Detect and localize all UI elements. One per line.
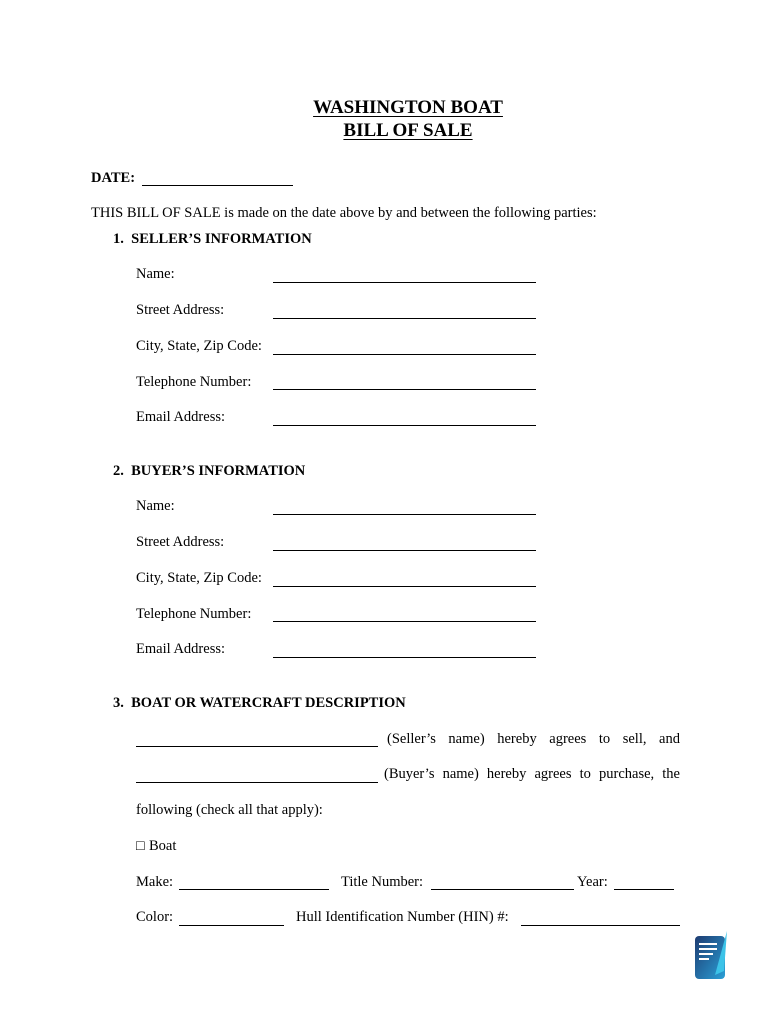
color-field[interactable] <box>179 925 284 926</box>
buyer-section-heading: 2. BUYER’S INFORMATION <box>113 463 306 479</box>
seller-street-label: Street Address: <box>136 302 225 318</box>
document-title-line2: BILL OF SALE <box>343 120 473 141</box>
title-number-field[interactable] <box>431 889 574 890</box>
seller-name-agreement-field[interactable] <box>136 746 378 747</box>
date-field[interactable] <box>142 185 293 186</box>
year-field[interactable] <box>614 889 674 890</box>
buyer-phone-label: Telephone Number: <box>136 606 252 622</box>
buyer-name-field[interactable] <box>273 514 536 515</box>
sell-agreement-text: (Seller’s name) hereby agrees to sell, and <box>387 731 680 747</box>
year-label: Year: <box>577 874 608 890</box>
document-title-line1: WASHINGTON BOAT <box>313 97 503 118</box>
boat-checkbox[interactable]: □ <box>136 838 145 854</box>
make-field[interactable] <box>179 889 329 890</box>
document-logo-icon <box>694 931 728 981</box>
buyer-city-label: City, State, Zip Code: <box>136 570 262 586</box>
seller-phone-field[interactable] <box>273 389 536 390</box>
seller-city-field[interactable] <box>273 354 536 355</box>
buyer-email-field[interactable] <box>273 657 536 658</box>
hin-label: Hull Identification Number (HIN) #: <box>296 909 509 925</box>
buyer-email-label: Email Address: <box>136 641 226 657</box>
buyer-city-field[interactable] <box>273 586 536 587</box>
purchase-agreement-text: (Buyer’s name) hereby agrees to purchase, the <box>384 766 680 782</box>
seller-email-field[interactable] <box>273 425 536 426</box>
seller-city-label: City, State, Zip Code: <box>136 338 262 354</box>
intro-text: THIS BILL OF SALE is made on the date above by and between the following parties: <box>91 205 597 221</box>
date-label: DATE: <box>91 170 136 186</box>
seller-name-field[interactable] <box>273 282 536 283</box>
color-label: Color: <box>136 909 174 925</box>
buyer-name-label: Name: <box>136 498 175 514</box>
seller-name-label: Name: <box>136 266 175 282</box>
title-number-label: Title Number: <box>341 874 424 890</box>
boat-section-heading: 3. BOAT OR WATERCRAFT DESCRIPTION <box>113 695 406 711</box>
seller-phone-label: Telephone Number: <box>136 374 252 390</box>
check-all-text: following (check all that apply): <box>136 802 323 818</box>
seller-email-label: Email Address: <box>136 409 226 425</box>
make-label: Make: <box>136 874 174 890</box>
boat-option-label: Boat <box>149 838 177 854</box>
seller-section-heading: 1. SELLER’S INFORMATION <box>113 231 312 247</box>
seller-street-field[interactable] <box>273 318 536 319</box>
buyer-phone-field[interactable] <box>273 621 536 622</box>
buyer-street-label: Street Address: <box>136 534 225 550</box>
buyer-street-field[interactable] <box>273 550 536 551</box>
buyer-name-agreement-field[interactable] <box>136 782 378 783</box>
hin-field[interactable] <box>521 925 680 926</box>
